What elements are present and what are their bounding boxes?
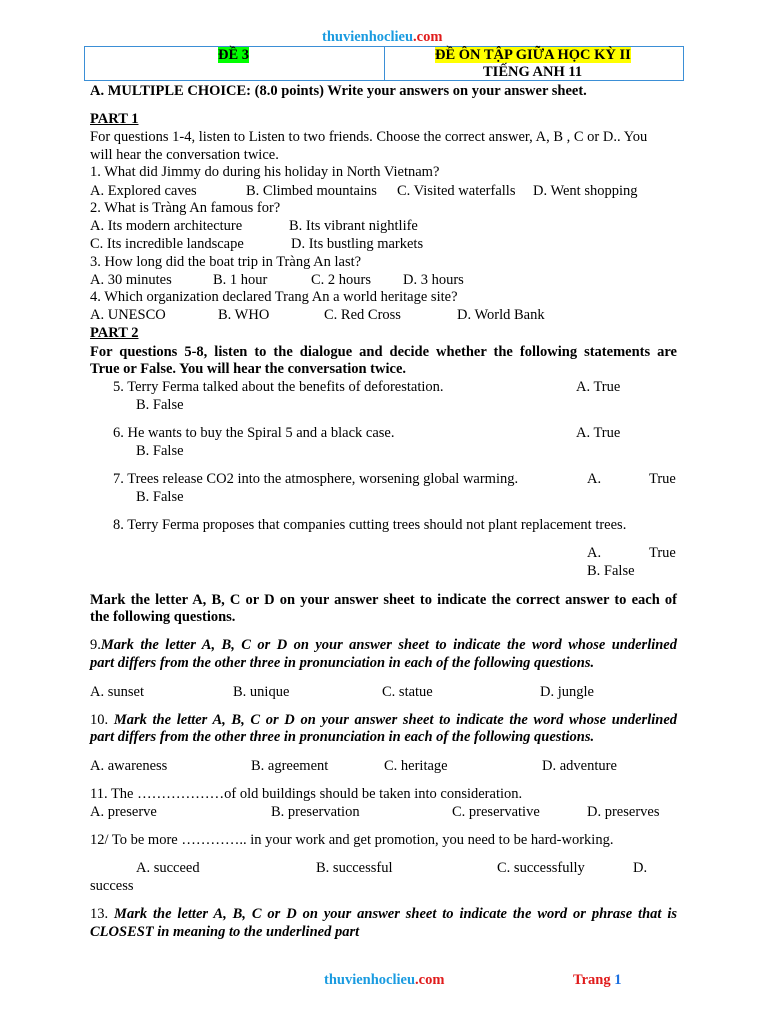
q9-option-b: B. unique	[233, 684, 290, 700]
q9-option-c: C. statue	[382, 684, 433, 700]
q1-option-c: C. Visited waterfalls	[397, 183, 516, 199]
q9-option-d: D. jungle	[540, 684, 594, 700]
q13-number: 13.	[90, 906, 115, 922]
question-6: 6. He wants to buy the Spiral 5 and a black case.	[113, 425, 395, 441]
q12-option-a: A. succeed	[136, 860, 200, 876]
q9-instruction: Mark the letter A, B, C or D on your answer sheet to indicate the word whose underlined	[100, 637, 677, 653]
q3-option-a: A. 30 minutes	[90, 272, 172, 288]
part1-intro-1: For questions 1-4, listen to Listen to two friends. Choose the correct answer, A, B , C or D.. You	[90, 129, 648, 145]
part2-title: PART 2	[90, 325, 139, 341]
q1-option-b: B. Climbed mountains	[246, 183, 377, 199]
q2-option-b: B. Its vibrant nightlife	[289, 218, 418, 234]
question-1: 1. What did Jimmy do during his holiday in North Vietnam?	[90, 164, 440, 180]
site-footer	[324, 972, 444, 989]
q11-option-c: C. preservative	[452, 804, 540, 820]
exam-subject: TIẾNG ANH 11	[483, 64, 583, 80]
q3-option-d: D. 3 hours	[403, 272, 464, 288]
q12-option-d-text: success	[90, 878, 134, 894]
question-4: 4. Which organization declared Trang An a world heritage site?	[90, 289, 458, 305]
q2-option-c: C. Its incredible landscape	[90, 236, 244, 252]
q7-true-letter: A.	[587, 471, 602, 487]
question-8: 8. Terry Ferma proposes that companies cutting trees should not plant replacement trees.	[113, 517, 627, 533]
question-9-line2: part differs from the other three in pronunciation in each of the following questions.	[90, 655, 595, 671]
q11-option-b: B. preservation	[271, 804, 360, 820]
question-10-line1	[90, 712, 677, 729]
q13-instruction: Mark the letter A, B, C or D on your answer sheet to indicate the word or phrase that is	[114, 906, 678, 922]
q7-false: B. False	[136, 489, 184, 505]
q10-option-c: C. heritage	[384, 758, 448, 774]
section-a-heading: A. MULTIPLE CHOICE: (8.0 points) Write your answers on your answer sheet.	[90, 83, 587, 99]
page-label: Trang	[573, 972, 615, 988]
page-number: 1	[614, 972, 622, 988]
footer-site-domain: .com	[415, 972, 445, 988]
q7-true-word: True	[649, 471, 676, 487]
question-13-line2: CLOSEST in meaning to the underlined part	[90, 924, 360, 940]
q4-option-a: A. UNESCO	[90, 307, 166, 323]
site-name: thuvienhoclieu	[322, 29, 414, 45]
q4-option-c: C. Red Cross	[324, 307, 401, 323]
part2-intro-1: For questions 5-8, listen to the dialogue and decide whether the following statements are	[90, 344, 677, 360]
q6-true: A. True	[576, 425, 621, 441]
mark-intro-1: Mark the letter A, B, C or D on your answer sheet to indicate the correct answer to each of	[90, 592, 677, 608]
mark-intro-2: the following questions.	[90, 609, 236, 625]
q9-number: 9.	[90, 637, 101, 653]
q8-true-letter: A.	[587, 545, 602, 561]
q12-option-b: B. successful	[316, 860, 393, 876]
question-3: 3. How long did the boat trip in Tràng An last?	[90, 254, 362, 270]
q10-option-b: B. agreement	[251, 758, 329, 774]
question-7: 7. Trees release CO2 into the atmosphere, worsening global warming.	[113, 471, 519, 487]
q10-option-a: A. awareness	[90, 758, 168, 774]
q4-option-d: D. World Bank	[457, 307, 545, 323]
question-10-line2: part differs from the other three in pronunciation in each of the following questions.	[90, 729, 595, 745]
q6-false: B. False	[136, 443, 184, 459]
q11-option-d: D. preserves	[587, 804, 660, 820]
question-2: 2. What is Tràng An famous for?	[90, 200, 281, 216]
q1-option-d: D. Went shopping	[533, 183, 638, 199]
q4-option-b: B. WHO	[218, 307, 270, 323]
q8-true-word: True	[649, 545, 676, 561]
q10-option-d: D. adventure	[542, 758, 617, 774]
q3-option-b: B. 1 hour	[213, 272, 268, 288]
q10-instruction: Mark the letter A, B, C or D on your answer sheet to indicate the word whose underlined	[113, 712, 678, 728]
site-header	[322, 29, 442, 46]
q5-false: B. False	[136, 397, 184, 413]
exam-number: ĐỀ 3	[218, 47, 250, 63]
q11-option-a: A. preserve	[90, 804, 157, 820]
q2-option-a: A. Its modern architecture	[90, 218, 243, 234]
q5-true: A. True	[576, 379, 621, 395]
question-5: 5. Terry Ferma talked about the benefits of deforestation.	[113, 379, 444, 395]
q3-option-c: C. 2 hours	[311, 272, 372, 288]
q10-number: 10.	[90, 712, 114, 728]
q12-option-c: C. successfully	[497, 860, 585, 876]
q8-false: B. False	[587, 563, 635, 579]
header-table	[84, 46, 684, 81]
part2-intro-2: True or False. You will hear the conversation twice.	[90, 361, 407, 377]
site-domain: .com	[413, 29, 443, 45]
q12-option-d: D.	[633, 860, 648, 876]
q9-option-a: A. sunset	[90, 684, 144, 700]
page-indicator	[573, 972, 621, 989]
question-11: 11. The ………………of old buildings should be taken into consideration.	[90, 786, 523, 802]
q1-option-a: A. Explored caves	[90, 183, 197, 199]
part1-intro-2: will hear the conversation twice.	[90, 147, 279, 163]
header-divider	[384, 47, 385, 80]
question-9-line1	[90, 637, 677, 654]
question-13-line1	[90, 906, 677, 923]
part1-title: PART 1	[90, 111, 139, 127]
q2-option-d: D. Its bustling markets	[291, 236, 424, 252]
footer-site-name: thuvienhoclieu	[324, 972, 416, 988]
question-12: 12/ To be more ………….. in your work and get promotion, you need to be hard-working.	[90, 832, 614, 848]
exam-title: ĐỀ ÔN TẬP GIỮA HỌC KỲ II	[435, 47, 631, 63]
